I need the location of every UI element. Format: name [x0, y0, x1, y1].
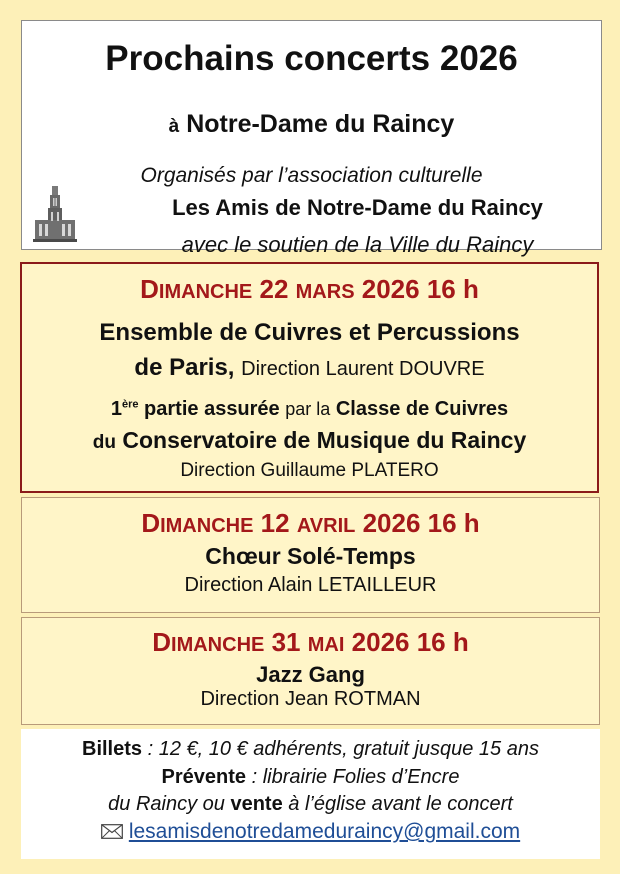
conservatoire-line: du Conservatoire de Musique du Raincy [92, 427, 527, 453]
concert-date: DIMANCHE 31 MAI 2026 16 h [152, 627, 469, 657]
venue-name: Notre-Dame du Raincy [186, 110, 455, 138]
page-title: Prochains concerts 2026 [105, 39, 518, 78]
ensemble-name: Chœur Solé-Temps [205, 543, 416, 569]
first-part-line: 1ère partie assurée par la Classe de Cuivres [110, 398, 509, 420]
conductor: Direction Alain LETAILLEUR [184, 574, 437, 596]
concert-card-april [21, 497, 600, 613]
concert-card-may [21, 617, 600, 725]
organized-by: Organisés par l’association culturelle [140, 164, 483, 187]
venue-subtitle [22, 110, 601, 139]
header-box [21, 20, 602, 257]
concert-card-march [20, 262, 599, 493]
ticket-info-box [21, 729, 600, 859]
concert-date: DIMANCHE 12 AVRIL 2026 16 h [141, 508, 480, 538]
association-name: Les Amis de Notre-Dame du Raincy [172, 195, 543, 220]
email-line [21, 820, 600, 844]
sale-line: du Raincy ou vente à l’église avant le concert [108, 793, 513, 815]
support-line: avec le soutien de la Ville du Raincy [181, 232, 534, 257]
ensemble-name: Ensemble de Cuivres et Percussions [99, 319, 520, 346]
presale-line: Prévente : librairie Folies d’Encre [161, 766, 460, 788]
venue-prefix: à [168, 116, 180, 137]
conductor: Direction Laurent DOUVRE [241, 358, 485, 380]
church-tower-icon [33, 184, 77, 242]
concert-date: DIMANCHE 22 MARS 2026 16 h [140, 274, 479, 304]
conductor: Direction Jean ROTMAN [200, 688, 421, 710]
email-link[interactable]: lesamisdenotredameduraincy@gmail.com [128, 820, 521, 843]
conservatoire-conductor: Direction Guillaume PLATERO [180, 460, 439, 481]
tickets-line: Billets : 12 €, 10 € adhérents, gratuit jusque 15 ans [82, 738, 539, 760]
envelope-icon [101, 824, 123, 839]
ensemble-name-cont: de Paris, Direction Laurent DOUVRE [134, 354, 485, 381]
ensemble-name: Jazz Gang [256, 662, 365, 687]
